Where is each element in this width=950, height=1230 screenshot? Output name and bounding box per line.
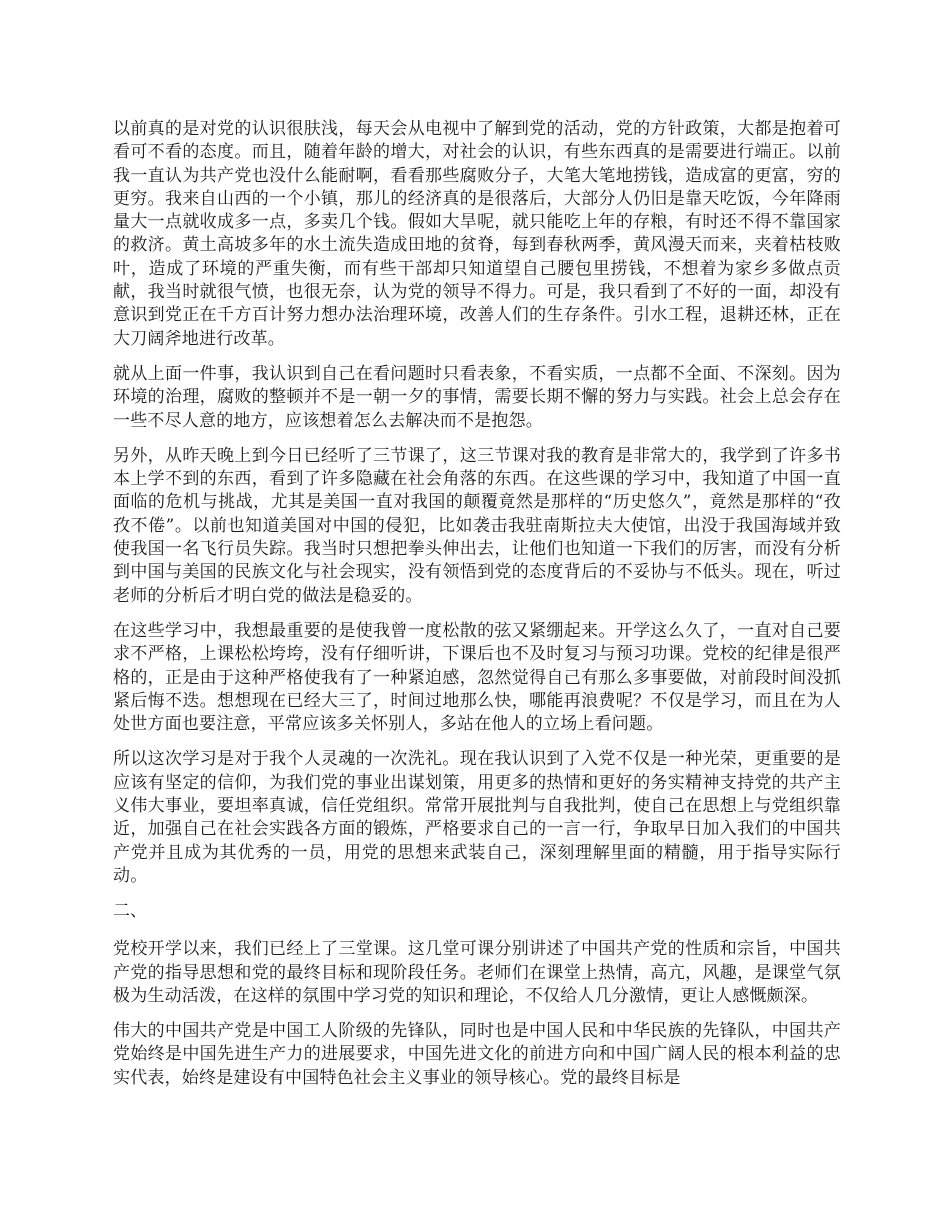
document-page	[113, 118, 841, 1102]
paragraph-4: 在这些学习中，我想最重要的是使我曾一度松散的弦又紧绷起来。开学这么久了，一直对自己要求不严格，上课松松垮垮，没有仔细听讲，下课后也不及时复习与预习功课。党校的纪律是很严格的，正是由于这种严格使我有了一种紧迫感，忽然觉得自己有那么多事要做，对前段时间没抓紧后悔不迭。想想现在已经大三了，时间过地那么快，哪能再浪费呢？不仅是学习，而且在为人处世方面也要注意，平常应该多关怀别人，多站在他人的立场上看问题。	[113, 620, 841, 735]
paragraph-7: 伟大的中国共产党是中国工人阶级的先锋队，同时也是中国人民和中华民族的先锋队，中国共产党始终是中国先进生产力的进展要求，中国先进文化的前进方向和中国广阔人民的根本利益的忠实代表，始终是建设有中国特色社会主义事业的领导核心。党的最终目标是	[113, 1021, 841, 1088]
paragraph-1: 以前真的是对党的认识很肤浅，每天会从电视中了解到党的活动，党的方针政策，大都是抱着可看可不看的态度。而且，随着年龄的增大，对社会的认识，有些东西真的是需要进行端正。以前我一直认为共产党也没什么能耐啊，看看那些腐败分子，大笔大笔地捞钱，造成富的更富，穷的更穷。我来自山西的一个小镇，那儿的经济真的是很落后，大部分人仍旧是靠天吃饭，今年降雨量大一点就收成多一点，多卖几个钱。假如大旱呢，就只能吃上年的存粮，有时还不得不靠国家的救济。黄土高坡多年的水土流失造成田地的贫脊，每到春秋两季，黄风漫天而来，夹着枯枝败叶，造成了环境的严重失衡，而有些干部却只知道望自己腰包里捞钱，不想着为家乡多做点贡献，我当时就很气愤，也很无奈，认为党的领导不得力。可是，我只看到了不好的一面，却没有意识到党正在千方百计努力想办法治理环境，改善人们的生存条件。引水工程，退耕还林，正在大刀阔斧地进行改革。	[113, 119, 841, 349]
paragraph-2: 就从上面一件事，我认识到自己在看问题时只看表象，不看实质，一点都不全面、不深刻。因为环境的治理，腐败的整顿并不是一朝一夕的事情，需要长期不懈的努力与实践。社会上总会存在一些不尽人意的地方，应该想着怎么去解决而不是抱怨。	[113, 363, 841, 431]
section-heading-two: 二、	[113, 901, 147, 922]
paragraph-6: 党校开学以来，我们已经上了三堂课。这几堂可课分别讲述了中国共产党的性质和宗旨，中国共产党的指导思想和党的最终目标和现阶段任务。老师们在课堂上热情，高亢，风趣，是课堂气氛极为生动活泼，在这样的氛围中学习党的知识和理论，不仅给人几分激情，更让人感慨颇深。	[113, 939, 841, 1006]
paragraph-3: 另外，从昨天晚上到今日已经听了三节课了，这三节课对我的教育是非常大的，我学到了许多书本上学不到的东西，看到了许多隐藏在社会角落的东西。在这些课的学习中，我知道了中国一直面临的危机与挑战，尤其是美国一直对我国的颠覆竟然是那样的“历史悠久”，竟然是那样的“孜孜不倦”。以前也知道美国对中国的侵犯，比如袭击我驻南斯拉夫大使馆，出没于我国海域并致使我国一名飞行员失踪。我当时只想把拳头伸出去，让他们也知道一下我们的厉害，而没有分析到中国与美国的民族文化与社会现实，没有领悟到党的态度背后的不妥协与不低头。现在，听过老师的分析后才明白党的做法是稳妥的。	[113, 445, 841, 606]
paragraph-5: 所以这次学习是对于我个人灵魂的一次洗礼。现在我认识到了入党不仅是一种光荣，更重要的是应该有坚定的信仰，为我们党的事业出谋划策，用更多的热情和更好的务实精神支持党的共产主义伟大事业，要坦率真诚，信任党组织。常常开展批判与自我批判，使自己在思想上与党组织靠近，加强自己在社会实践各方面的锻炼，严格要求自己的一言一行，争取早日加入我们的中国共产党并且成为其优秀的一员，用党的思想来武装自己，深刻理解里面的精髓，用于指导实际行动。	[113, 749, 841, 886]
